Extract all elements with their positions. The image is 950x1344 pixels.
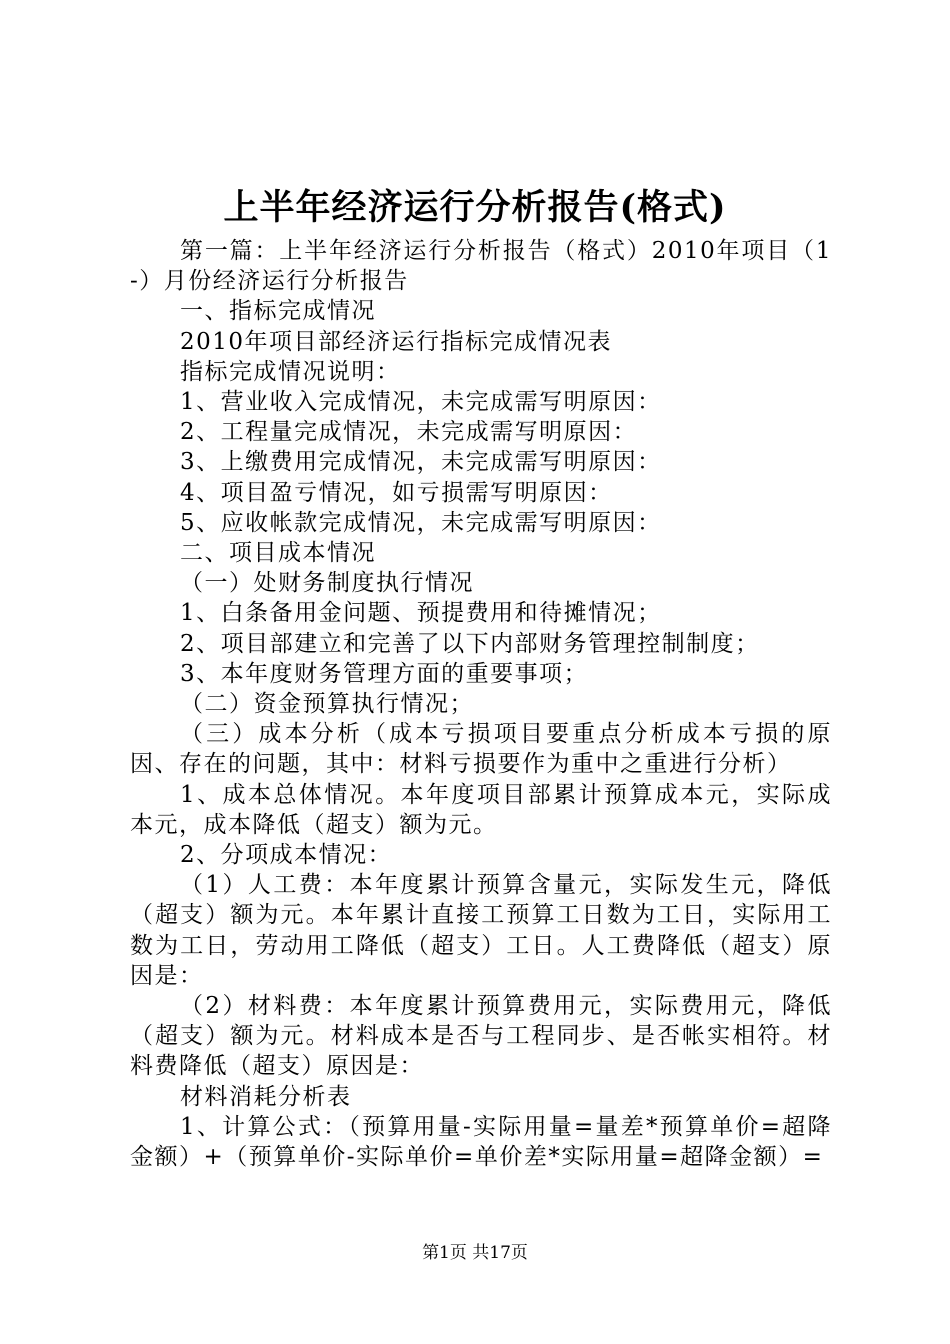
paragraph: 5、应收帐款完成情况，未完成需写明原因： bbox=[180, 509, 662, 536]
paragraph: （一）处财务制度执行情况 bbox=[180, 570, 474, 597]
paragraph: 3、上缴费用完成情况，未完成需写明原因： bbox=[180, 449, 662, 476]
paragraph: 1、计算公式：（预算用量-实际用量=量差*预算单价=超降金额）+（预算单价-实际单价=单价差*实际用量=超降金额）= bbox=[130, 1113, 832, 1171]
paragraph: 二、项目成本情况 bbox=[180, 540, 376, 567]
paragraph: （1）人工费：本年度累计预算含量元，实际发生元，降低（超支）额为元。本年累计直接工预算工日数为工日，实际用工数为工日，劳动用工降低（超支）工日。人工费降低（超支）原因是： bbox=[130, 872, 832, 989]
paragraph: 2、工程量完成情况，未完成需写明原因： bbox=[180, 419, 638, 446]
document-body bbox=[130, 236, 832, 1172]
paragraph: 1、成本总体情况。本年度项目部累计预算成本元，实际成本元，成本降低（超支）额为元。 bbox=[130, 781, 832, 838]
paragraph: 材料消耗分析表 bbox=[180, 1083, 352, 1110]
paragraph: 2、项目部建立和完善了以下内部财务管理控制制度； bbox=[180, 630, 760, 657]
paragraph: 4、项目盈亏情况，如亏损需写明原因： bbox=[180, 479, 613, 506]
paragraph: （二）资金预算执行情况； bbox=[180, 691, 474, 718]
paragraph: 指标完成情况说明： bbox=[180, 358, 401, 385]
paragraph: 1、营业收入完成情况，未完成需写明原因： bbox=[180, 389, 662, 416]
paragraph: 第一篇：上半年经济运行分析报告（格式）2010年项目（1-）月份经济运行分析报告 bbox=[130, 238, 832, 295]
paragraph: 2、分项成本情况： bbox=[180, 842, 393, 869]
document-title: 上半年经济运行分析报告(格式) bbox=[223, 187, 727, 228]
page-footer: 第1页 共17页 bbox=[422, 1243, 528, 1263]
paragraph: （2）材料费：本年度累计预算费用元，实际费用元，降低（超支）额为元。材料成本是否与工程同步、是否帐实相符。材料费降低（超支）原因是： bbox=[130, 993, 832, 1080]
paragraph: 一、指标完成情况 bbox=[180, 298, 376, 325]
paragraph: 3、本年度财务管理方面的重要事项； bbox=[180, 660, 589, 687]
paragraph: （三）成本分析（成本亏损项目要重点分析成本亏损的原因、存在的问题，其中：材料亏损要作为重中之重进行分析） bbox=[130, 721, 832, 778]
paragraph: 1、白条备用金问题、预提费用和待摊情况； bbox=[180, 600, 662, 627]
paragraph: 2010年项目部经济运行指标完成情况表 bbox=[180, 328, 613, 355]
